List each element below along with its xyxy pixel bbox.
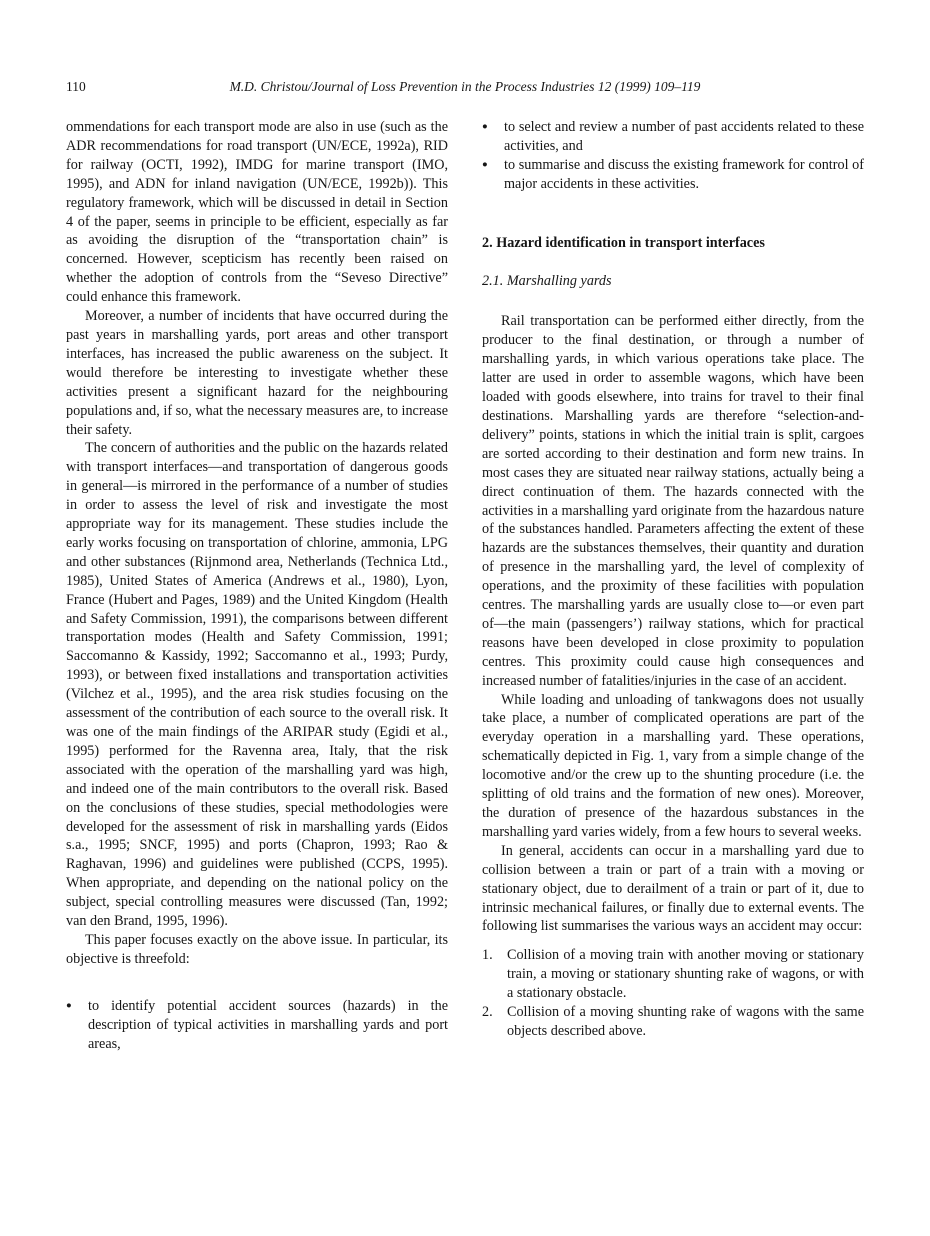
body-paragraph: The concern of authorities and the public on the hazards related with transport interfaces—and transportation of dangerous goods in general—is mirrored in the performance of a number of studies in order to assess the level of risk and investigate the most appropriate way for its management. These studies include the early works focusing on transportation of chlorine, ammonia, LPG and other substances (Rijnmond area, Netherlands (Technica Ltd., 1985), United States of America (Andrews et al., 1980), Lyon, France (Hubert and Pages, 1989) and the United Kingdom (Health and Safety Commission, 1991), the comparisons between different transportation modes (Health and Safety Commission, 1991; Saccomanno & Kassidy, 1992; Saccomanno et al., 1993; Purdy, 1993), or between fixed installations and transportation activities (Vilchez et al., 1995), and the area risk studies focusing on the assessment of the contribution of each source to the overall risk. It was one of the main findings of the ARIPAR study (Egidi et al., 1995) performed for the Ravenna area, Italy, that the risk associated with the operation of the marshalling yard was high, and indeed one of the main contributors to the overall risk. Based on the conclusions of these studies, special methodologies were developed for the assessment of risk in marshalling yards (Eidos s.a., 1995; SNCF, 1995) and ports (Chapron, 1993; Rao & Raghavan, 1996) and guidelines were published (CCPS, 1995). When appropriate, and depending on the national policy on the subject, special controlling measures were discussed (Tan, 1992; van den Brand, 1995, 1996). [66,440,448,930]
bullet-item [66,997,448,1054]
subsection-heading: 2.1. Marshalling yards [482,272,612,289]
body-paragraph: Moreover, a number of incidents that have occurred during the past years in marshalling yards, port areas and other transport interfaces, has increased the public awareness on the subject. It would therefore be interesting to investigate whether these activities present a significant hazard for the neighbouring populations and, if so, what the necessary measures are, to increase their safety. [66,308,448,438]
body-paragraph: Rail transportation can be performed either directly, from the producer to the final destination, or through a number of marshalling yards, in which various operations take place. The latter are used in order to assemble wagons, which have been loaded with goods elsewhere, into trains for travel to their final destinations. Marshalling yards are therefore “selection-and-delivery” points, stations in which the initial train is split, cargoes are sorted according to their destination and form new trains. In most cases they are situated near railway stations, actually being a direct continuation of them. The hazards connected with the activities in a marshalling yard originate from the hazardous nature of the substances handled. Parameters affecting the extent of these hazards are the substances themselves, their quantity and duration of presence in the marshalling yard, the level of complexity of operations, and the proximity of these facilities with population centres. The marshalling yards are usually close to—or even part of—the main (passengers’) railway stations, which for practical reasons have been developed in close proximity to population centres. This proximity could cause high consequences and increased number of fatalities/injuries in the case of an accident. [482,313,864,689]
bullet-icon: ● [66,1000,72,1011]
bullet-item [482,118,864,156]
bullet-text: to identify potential accident sources (hazards) in the description of typical activities in marshalling yards and port areas, [88,997,448,1052]
objectives-bullet-list-continued [482,118,864,194]
bullet-icon: ● [482,122,488,132]
item-number: 1. [482,947,493,964]
body-paragraph: While loading and unloading of tankwagons does not usually take place, a number of complicated operations are part of the everyday operation in a marshalling yard. These operations, schematically depicted in Fig. 1, vary from a simple change of the locomotive and/or the crew up to the shunting procedure (i.e. the splitting of old trains and the formation of new ones). Moreover, the duration of presence of the hazardous substances in the marshalling yard varies widely, from a few hours to several weeks. [482,691,864,840]
numbered-item [482,1003,864,1041]
accident-types-numbered-list [482,946,864,1041]
item-text: Collision of a moving shunting rake of wagons with the same objects described above. [507,1004,864,1039]
item-text: Collision of a moving train with another moving or stationary train, a moving or stationary shunting rake of wagons, or with a stationary obstacle. [507,947,864,1002]
item-number: 2. [482,1004,493,1021]
section-heading: 2. Hazard identification in transport interfaces [482,234,765,251]
bullet-icon: ● [482,159,488,170]
body-paragraph: This paper focuses exactly on the above issue. In particular, its objective is threefold: [66,931,448,967]
bullet-item [482,156,864,194]
left-column [66,118,448,1054]
bullet-text: to summarise and discuss the existing framework for control of major accidents in these activities. [504,156,864,192]
objectives-bullet-list [66,997,448,1054]
numbered-item [482,946,864,1003]
running-title: M.D. Christou/Journal of Loss Prevention in the Process Industries 12 (1999) 109–119 [229,79,701,94]
right-column [482,118,864,1054]
body-paragraph: ommendations for each transport mode are also in use (such as the ADR recommendations for road transport (UN/ECE, 1992a), RID for railway (OCTI, 1992), IMDG for marine transport (IMO, 1995), and ADN for inland navigation (UN/ECE, 1992b)). This regulatory framework, which will be discussed in detail in Section 4 of the paper, seems in principle to be efficient, especially as far as avoiding the disruption of the “transportation chain” is concerned. However, scepticism has recently been raised on whether the adoption of controls from the “Seveso Directive” could enhance this framework. [66,119,448,306]
page-header [66,78,864,96]
page-number: 110 [66,79,86,94]
two-column-body [66,118,864,1054]
body-paragraph: In general, accidents can occur in a marshalling yard due to collision between a train or part of a train with a moving or stationary object, due to derailment of a train or part of it, due to intrinsic mechanical failures, or finally due to external events. The following list summarises the various ways an accident may occur: [482,842,864,935]
bullet-text: to select and review a number of past accidents related to these activities, and [504,119,864,154]
